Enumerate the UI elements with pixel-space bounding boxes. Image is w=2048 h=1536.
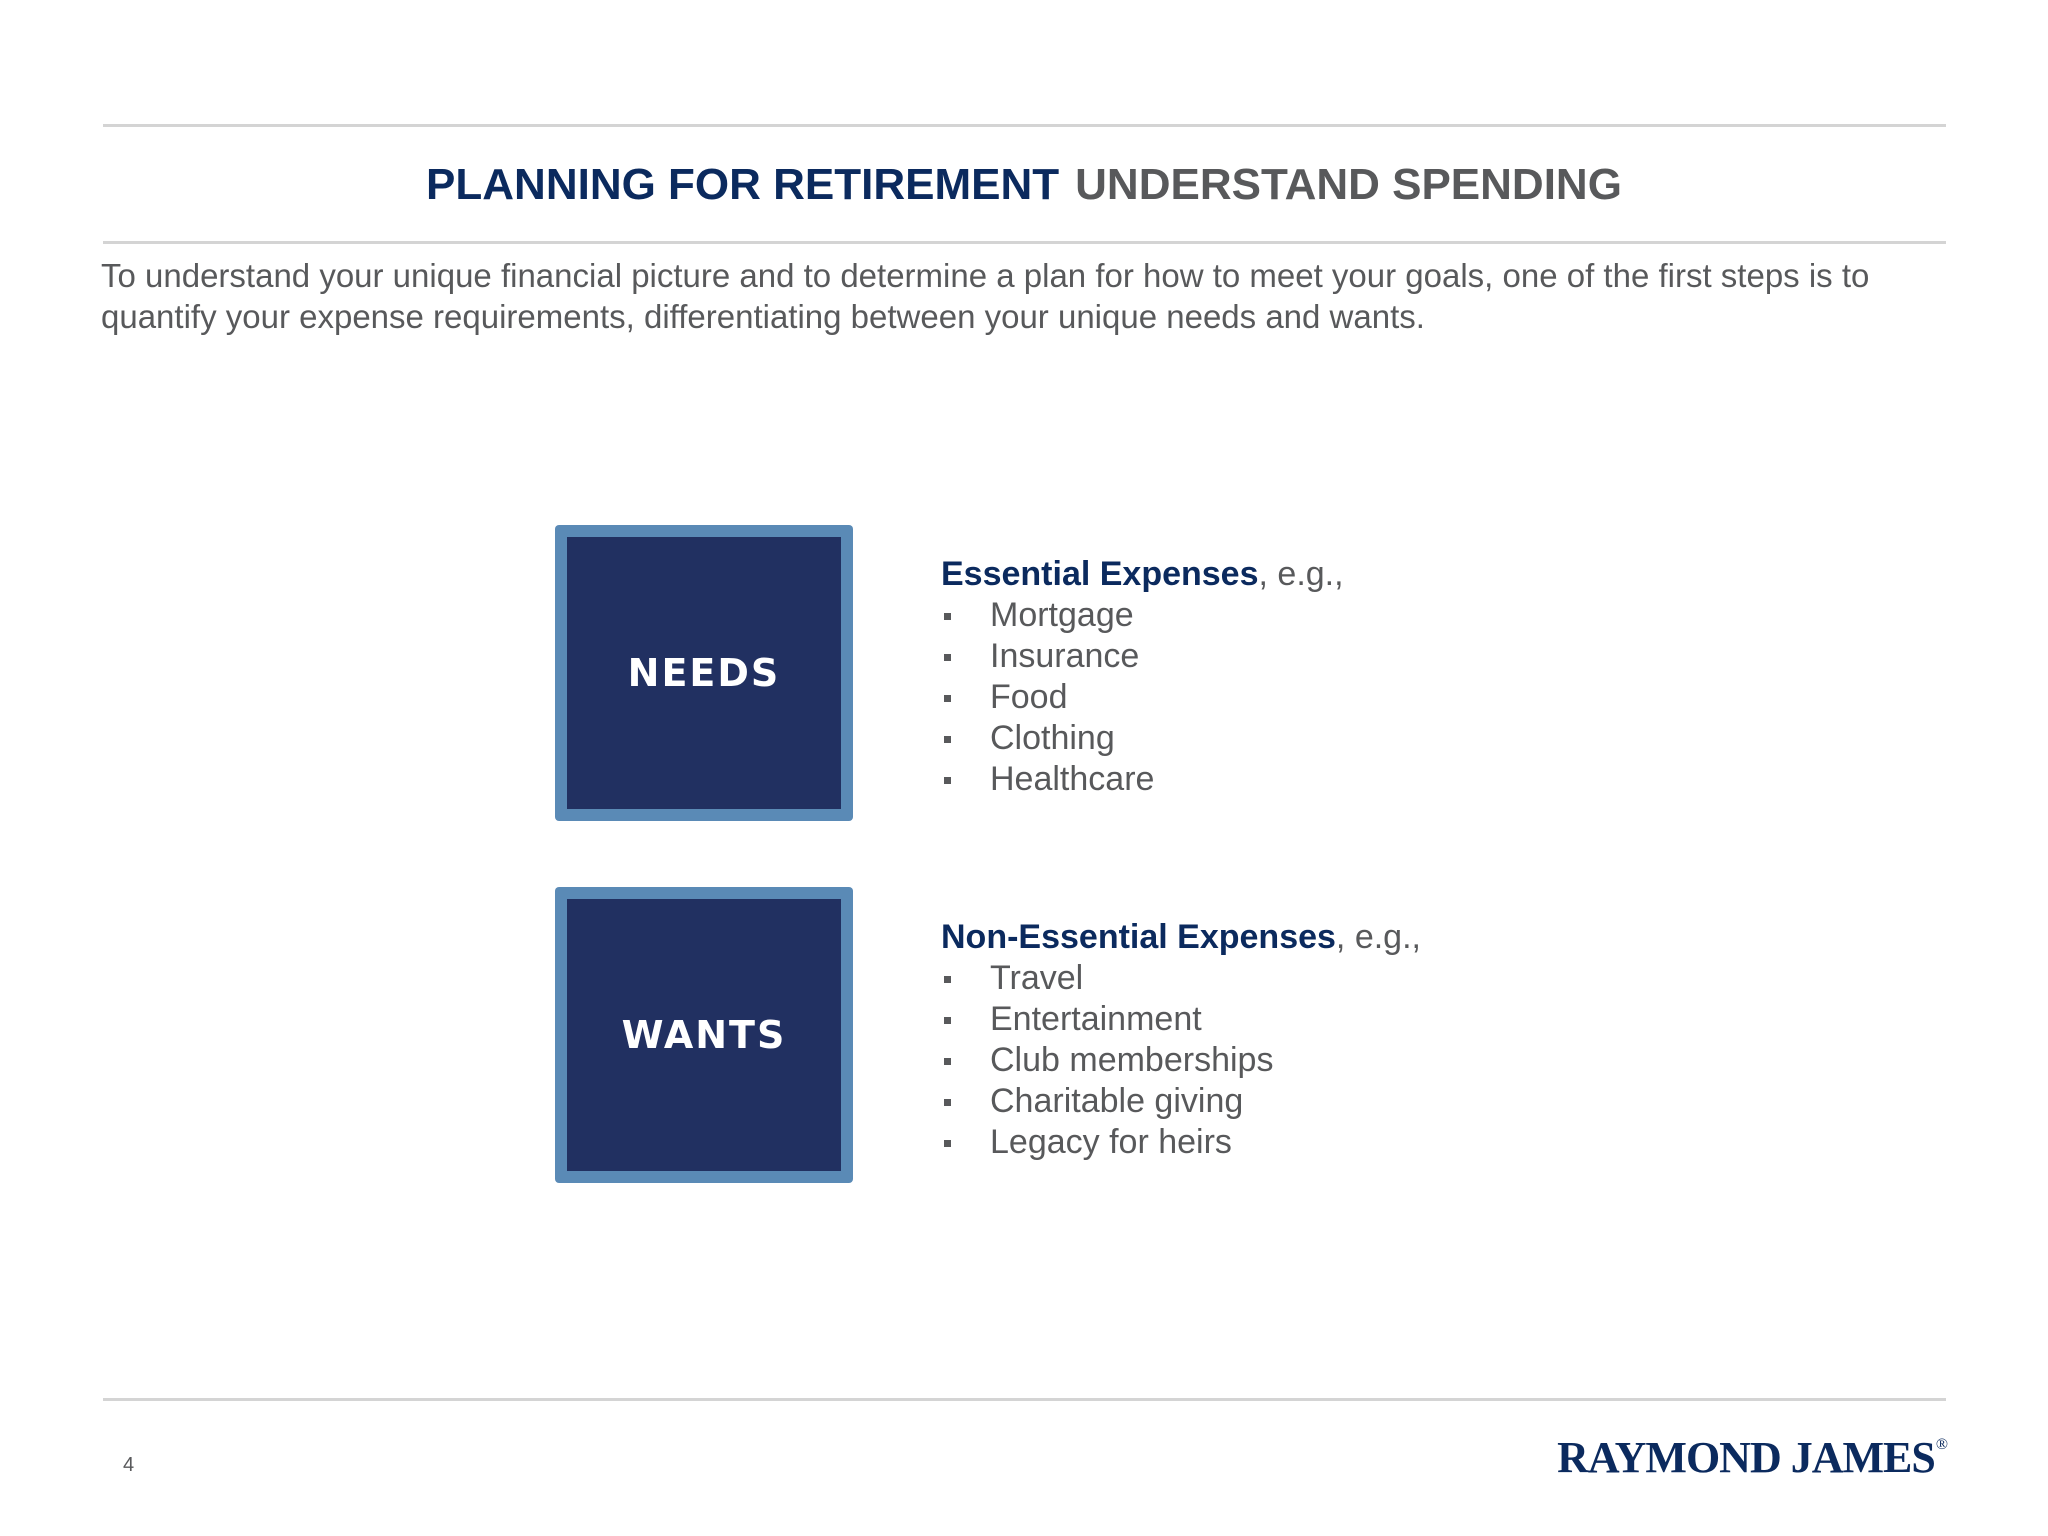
list-item <box>941 759 1841 800</box>
list-item-label: Legacy for heirs <box>990 1123 1232 1161</box>
non-essential-expenses-heading <box>941 916 1841 958</box>
needs-box <box>555 525 853 821</box>
list-item <box>941 636 1841 677</box>
wants-box-inner <box>567 899 841 1171</box>
intro-paragraph: To understand your unique financial picture and to determine a plan for how to meet your goals, one of the first steps is to quantify your expense requirements, differentiating between your unique needs and wants. <box>101 257 1870 335</box>
page-title <box>0 158 2048 212</box>
bullet-icon <box>944 1058 951 1065</box>
bullet-icon <box>944 976 951 983</box>
list-item-label: Insurance <box>990 637 1140 675</box>
list-item <box>941 958 1841 999</box>
list-item <box>941 999 1841 1040</box>
essential-expenses-list <box>941 595 1841 800</box>
bullet-icon <box>944 1017 951 1024</box>
list-item <box>941 718 1841 759</box>
bullet-icon <box>944 695 951 702</box>
list-item-label: Food <box>990 678 1068 716</box>
essential-expenses-heading <box>941 553 1841 595</box>
list-item-label: Healthcare <box>990 760 1155 798</box>
list-item <box>941 1040 1841 1081</box>
list-item <box>941 1081 1841 1122</box>
bullet-icon <box>944 613 951 620</box>
list-item <box>941 1122 1841 1163</box>
bullet-icon <box>944 654 951 661</box>
wants-box <box>555 887 853 1183</box>
wants-label: WANTS <box>621 1013 787 1057</box>
needs-label: NEEDS <box>627 651 781 695</box>
page-number: 4 <box>123 1454 135 1476</box>
bullet-icon <box>944 736 951 743</box>
bullet-icon <box>944 777 951 784</box>
non-essential-expenses <box>941 916 1841 1163</box>
logo-text: RAYMOND JAMES <box>1557 1433 1935 1482</box>
bullet-icon <box>944 1099 951 1106</box>
non-essential-expenses-suffix: , e.g., <box>1335 918 1421 956</box>
top-divider <box>103 124 1946 127</box>
list-item-label: Charitable giving <box>990 1082 1244 1120</box>
list-item-label: Mortgage <box>990 596 1134 634</box>
registered-mark-icon: ® <box>1935 1436 1947 1453</box>
needs-box-inner <box>567 537 841 809</box>
bullet-icon <box>944 1140 951 1147</box>
list-item <box>941 677 1841 718</box>
list-item-label: Clothing <box>990 719 1115 757</box>
footer-divider <box>103 1398 1946 1401</box>
non-essential-expenses-list <box>941 958 1841 1163</box>
title-secondary: UNDERSTAND SPENDING <box>1075 160 1622 209</box>
list-item-label: Club memberships <box>990 1041 1274 1079</box>
list-item <box>941 595 1841 636</box>
title-divider <box>103 241 1946 244</box>
list-item-label: Travel <box>990 959 1084 997</box>
non-essential-expenses-title: Non-Essential Expenses <box>941 918 1336 956</box>
essential-expenses <box>941 553 1841 800</box>
list-item-label: Entertainment <box>990 1000 1202 1038</box>
title-primary: PLANNING FOR RETIREMENT <box>426 160 1060 209</box>
essential-expenses-suffix: , e.g., <box>1258 555 1344 593</box>
raymond-james-logo <box>1557 1432 1947 1483</box>
essential-expenses-title: Essential Expenses <box>941 555 1259 593</box>
